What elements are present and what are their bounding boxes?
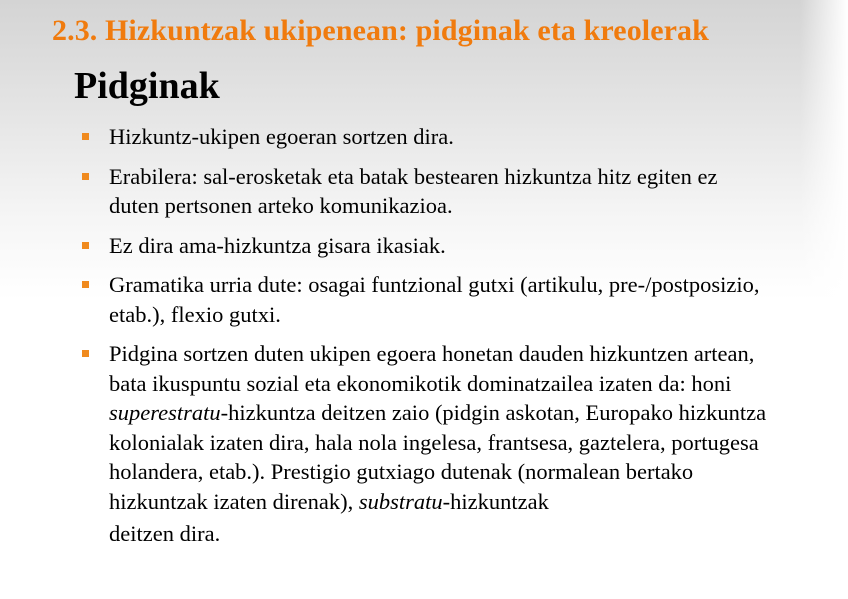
bullet-text-part: Pidgina sortzen duten ukipen egoera honetan dauden hizkuntzen artean, bata ikuspuntu sozial eta ekonomikotik dominatzailea izaten da: honi	[109, 341, 755, 396]
bullet-item	[80, 122, 770, 152]
bullet-item	[80, 270, 770, 329]
bullet-item	[80, 339, 770, 549]
slide-title: Pidginak	[74, 65, 220, 107]
bullet-list	[80, 122, 770, 559]
bullet-item	[80, 162, 770, 221]
bullet-text: Erabilera: sal-erosketak eta batak bestearen hizkuntza hitz egiten ez duten pertsonen arteko komunikazioa.	[109, 163, 718, 218]
bullet-text: Ez dira ama-hizkuntza gisara ikasiak.	[109, 232, 446, 258]
italic-term: substratu	[358, 488, 443, 514]
right-edge-fade	[800, 0, 848, 599]
bullet-text: Hizkuntz-ukipen egoeran sortzen dira.	[109, 124, 454, 149]
bullet-text-part: -hizkuntzak	[442, 488, 549, 514]
square-bullet-icon	[82, 281, 89, 288]
bullet-text: Gramatika urria dute: osagai funtzional gutxi (artikulu, pre-/postposizio, etab.), flexio gutxi.	[109, 272, 760, 327]
square-bullet-icon	[82, 133, 89, 140]
square-bullet-icon	[82, 350, 89, 357]
bullet-text-part: -hizkuntza deitzen zaio (pidgin askotan, Europako hizkuntza kolonialak izaten dira, hala nola ingelesa, frantsesa, gaztelera, portugesa holandera, etab.). Prestigio gutxiago dutenak (normalean bertako hizkuntzak izaten direnak),	[109, 400, 767, 514]
bullet-text-tail: deitzen dira.	[109, 521, 221, 546]
bullet-item	[80, 231, 770, 261]
square-bullet-icon	[82, 173, 89, 180]
italic-term: superestratu	[109, 400, 221, 425]
square-bullet-icon	[82, 242, 89, 249]
section-title: 2.3. Hizkuntzak ukipenean: pidginak eta kreolerak	[52, 14, 709, 47]
